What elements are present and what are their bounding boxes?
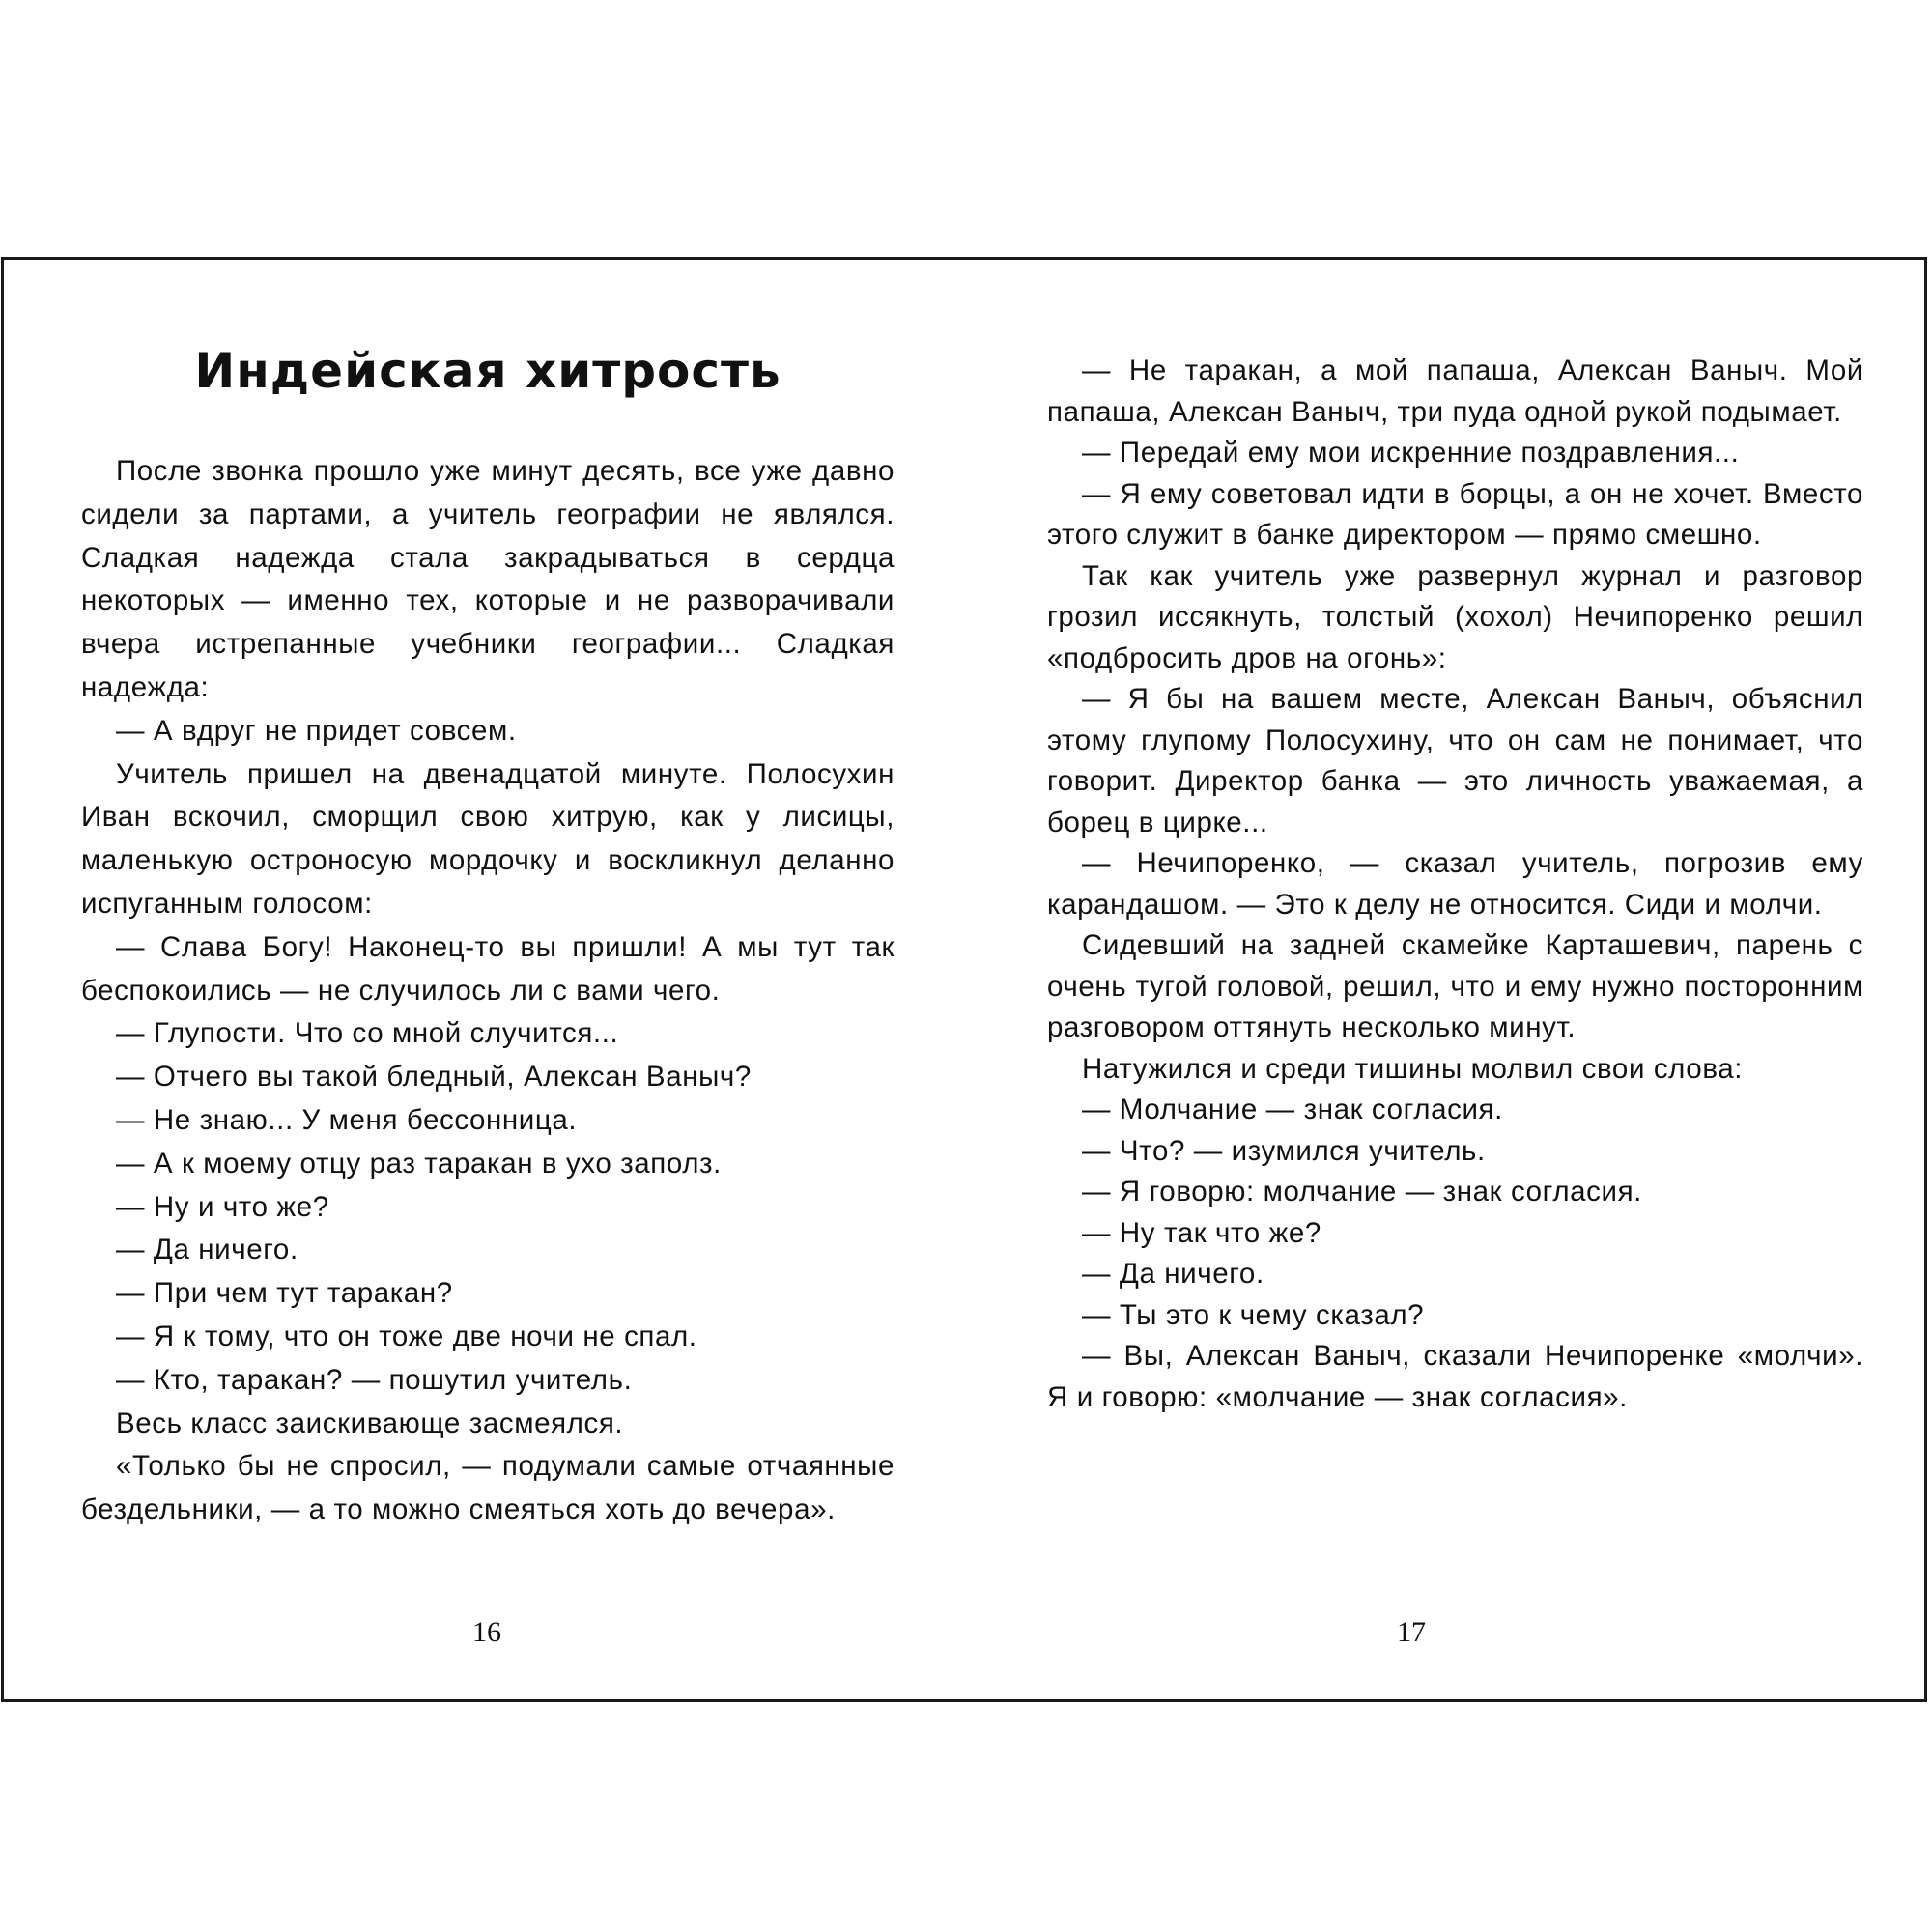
paragraph: — А к моему отцу раз таракан в ухо заполз. [116,1147,722,1179]
paragraph: — Ну так что же? [1082,1216,1321,1249]
paragraph: — Да ничего. [1082,1258,1264,1290]
paragraph: — Ты это к чему сказал? [1082,1298,1425,1331]
right-page-text [1047,351,1863,1418]
paragraph: — Передай ему мои искренние поздравления... [1082,437,1740,469]
paragraph: — Ну и что же? [116,1190,329,1223]
paragraph: — Отчего вы такой бледный, Алексан Ваныч? [116,1061,752,1094]
paragraph: Натужился и среди тишины молвил свои слова: [1082,1052,1744,1085]
paragraph: — При чем тут таракан? [116,1277,453,1310]
paragraph: — Нечипоренко, — сказал учитель, погрозив ему карандашом. — Это к делу не относится. Сиди и молчи. [1047,847,1863,921]
paragraph: — А вдруг не придет совсем. [116,714,517,747]
paragraph: — Вы, Алексан Ваныч, сказали Нечипоренке «молчи». Я и говорю: «молчание — знак согласия». [1047,1340,1863,1413]
paragraph: Весь класс заискивающе засмеялся. [116,1406,624,1439]
paragraph: — Да ничего. [116,1234,298,1266]
paragraph: «Только бы не спросил, — подумали самые отчаянные бездельники, — а то можно смеяться хоть до вечера». [81,1450,895,1526]
paragraph: — Глупости. Что со мной случится... [116,1017,619,1050]
paragraph: — Я бы на вашем месте, Алексан Ваныч, объяснил этому глупому Полосухину, что он сам не понимает, что говорит. Директор банка — это личность уважаемая, а борец в цирке... [1047,683,1863,838]
paragraph: Так как учитель уже развернул журнал и разговор грозил иссякнуть, толстый (хохол) Нечипоренко решил «подбросить дров на огонь»: [1047,559,1863,674]
paragraph: — Не знаю... У меня бессонница. [116,1103,578,1136]
paragraph: — Кто, таракан? — пошутил учитель. [116,1363,633,1396]
left-page-text [81,450,895,1532]
page-number: 17 [1397,1616,1426,1648]
paragraph: — Я к тому, что он тоже две ночи не спал. [116,1320,697,1352]
paragraph: После звонка прошло уже минут десять, все уже давно сидели за партами, а учитель географии не являлся. Сладкая надежда стала закрадываться в сердца некоторых — именно тех, которые и не разворачивали вчера истрепанные учебники географии... Сладкая надежда: [81,455,895,703]
paragraph: — Слава Богу! Наконец-то вы пришли! А мы тут так беспокоились — не случилось ли с вами чего. [81,930,895,1007]
book-spread [1,257,1927,1702]
paragraph: — Я говорю: молчание — знак согласия. [1082,1176,1642,1208]
paragraph: Учитель пришел на двенадцатой минуте. Полосухин Иван вскочил, сморщил свою хитрую, как у лисицы, маленькую остроносую мордочку и воскликнул деланно испуганным голосом: [81,757,895,920]
paragraph: — Что? — изумился учитель. [1082,1134,1486,1167]
chapter-title: Индейская хитрость [194,343,781,399]
paragraph: Сидевший на задней скамейке Карташевич, парень с очень тугой головой, решил, что и ему нужно посторонним разговором оттянуть несколько минут. [1047,929,1863,1043]
paragraph: — Я ему советовал идти в борцы, а он не хочет. Вместо этого служит в банке директором — прямо смешно. [1047,477,1863,551]
page-number: 16 [472,1616,501,1648]
paragraph: — Молчание — знак согласия. [1082,1094,1503,1125]
paragraph: — Не таракан, а мой папаша, Алексан Ваныч. Мой папаша, Алексан Ваныч, три пуда одной рукой подымает. [1047,355,1863,428]
